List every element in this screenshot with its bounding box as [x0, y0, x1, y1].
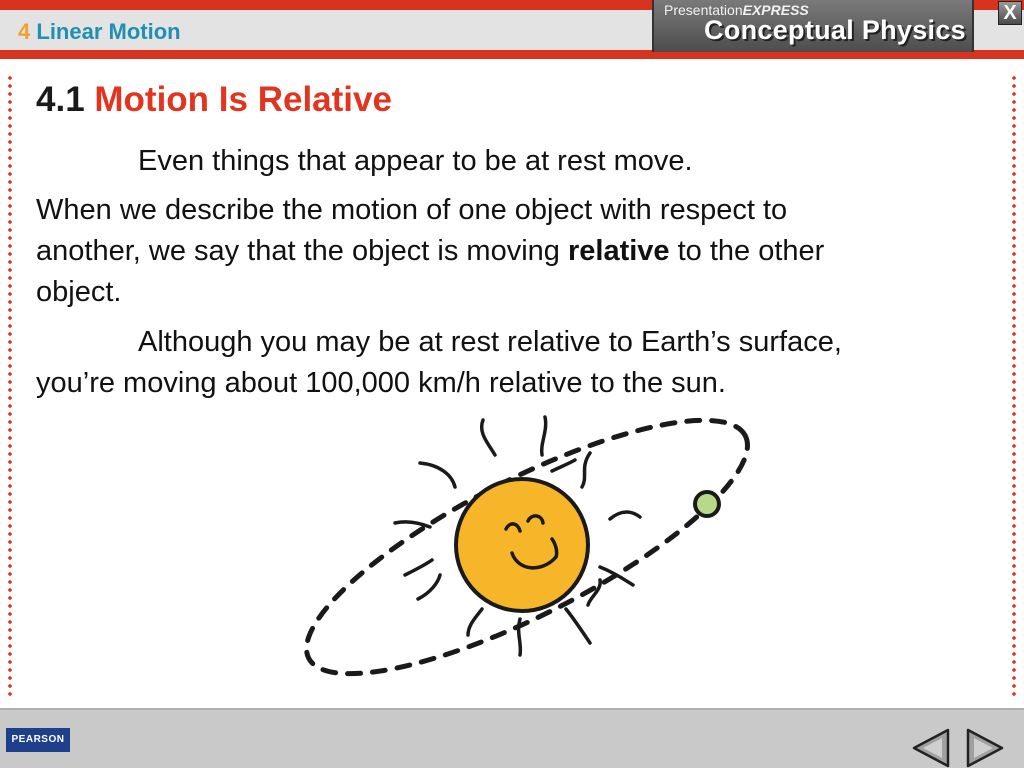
dotted-border-left	[8, 74, 12, 698]
paragraph-3-text: Although you may be at rest relative to Earth’s surface, you’re moving about 100,000 km/h relative to the sun.	[36, 326, 842, 399]
section-name: Motion Is Relative	[94, 80, 392, 119]
next-slide-button[interactable]	[964, 726, 1006, 770]
section-title	[36, 80, 392, 120]
paragraph-2-text-start: When we describe the motion of one object with respect to another, we say that the object is moving	[36, 194, 788, 267]
brand-prefix: Presentation	[664, 2, 743, 18]
footer-bar	[0, 708, 1024, 768]
close-button[interactable]: X	[998, 1, 1022, 25]
sun-orbit-illustration	[290, 405, 760, 705]
section-number: 4.1	[36, 80, 85, 119]
paragraph-2-text-end: to the other object.	[36, 235, 825, 308]
brand-logo	[652, 0, 974, 52]
relative-term: relative	[567, 235, 670, 267]
paragraph-1-text: Even things that appear to be at rest move.	[138, 145, 693, 177]
header-bar	[0, 0, 1024, 62]
chapter-heading	[18, 19, 181, 45]
chapter-number: 4	[18, 19, 31, 44]
pearson-logo: PEARSON	[6, 728, 70, 752]
brand-express: EXPRESS	[742, 2, 809, 18]
dotted-border-right	[1012, 74, 1016, 698]
chapter-title: Linear Motion	[36, 19, 181, 44]
sun-icon	[456, 479, 588, 611]
earth-icon	[695, 492, 719, 516]
brand-title: Conceptual Physics	[704, 15, 966, 45]
paragraph-1	[36, 141, 876, 182]
paragraph-2	[36, 190, 876, 313]
paragraph-3	[36, 322, 876, 404]
previous-slide-button[interactable]	[910, 726, 952, 770]
